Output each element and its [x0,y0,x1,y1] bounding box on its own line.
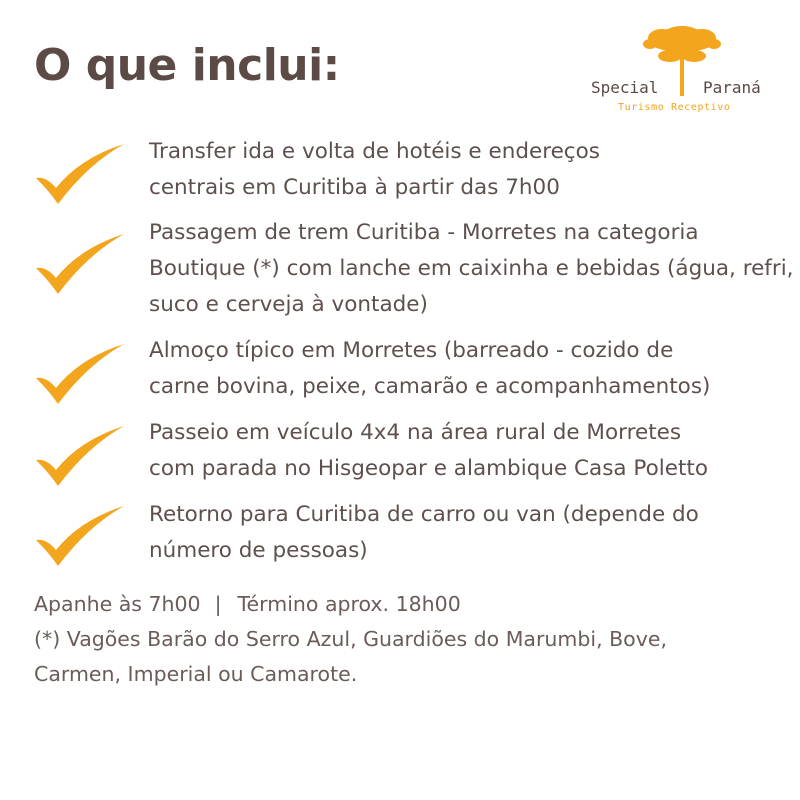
included-item [149,415,708,487]
checkmark-icon [34,142,126,206]
included-item [149,497,699,569]
checkmark-icon [34,504,126,568]
included-item [149,333,710,405]
checkmark-icon [34,232,126,296]
included-item-line: Almoço típico em Morretes (barreado - cozido de [149,338,674,363]
included-item-line: Transfer ida e volta de hotéis e endereços [149,139,600,164]
page-title: O que inclui: [34,40,340,91]
included-item-line: carne bovina, peixe, camarão e acompanhamentos) [149,374,711,399]
checkmark-icon [34,342,126,406]
separator: | [214,592,222,616]
brand-subtitle: Turismo Receptivo [618,102,731,113]
brand-logo [588,26,778,118]
included-item-line: centrais em Curitiba à partir das 7h00 [149,175,560,200]
brand-name-right: Paraná [703,78,761,97]
included-item [149,215,794,323]
schedule-info [34,587,461,621]
pickup-time: Apanhe às 7h00 [34,592,201,616]
end-time: Término aprox. 18h00 [237,592,461,616]
brand-name-left: Special [591,78,659,97]
wagon-note-line: Carmen, Imperial ou Camarote. [34,662,358,686]
included-item-line: com parada no Hisgeopar e alambique Casa Poletto [149,456,708,481]
included-item [149,134,600,206]
included-item-line: suco e cerveja à vontade) [149,292,428,317]
included-item-line: Boutique (*) com lanche em caixinha e bebidas (água, refri, [149,256,794,281]
included-item-line: Passeio em veículo 4x4 na área rural de Morretes [149,420,682,445]
wagon-note-line: (*) Vagões Barão do Serro Azul, Guardiões do Marumbi, Bove, [34,627,667,651]
included-item-line: Passagem de trem Curitiba - Morretes na categoria [149,220,699,245]
checkmark-icon [34,424,126,488]
included-item-line: número de pessoas) [149,538,368,563]
included-item-line: Retorno para Curitiba de carro ou van (depende do [149,502,699,527]
